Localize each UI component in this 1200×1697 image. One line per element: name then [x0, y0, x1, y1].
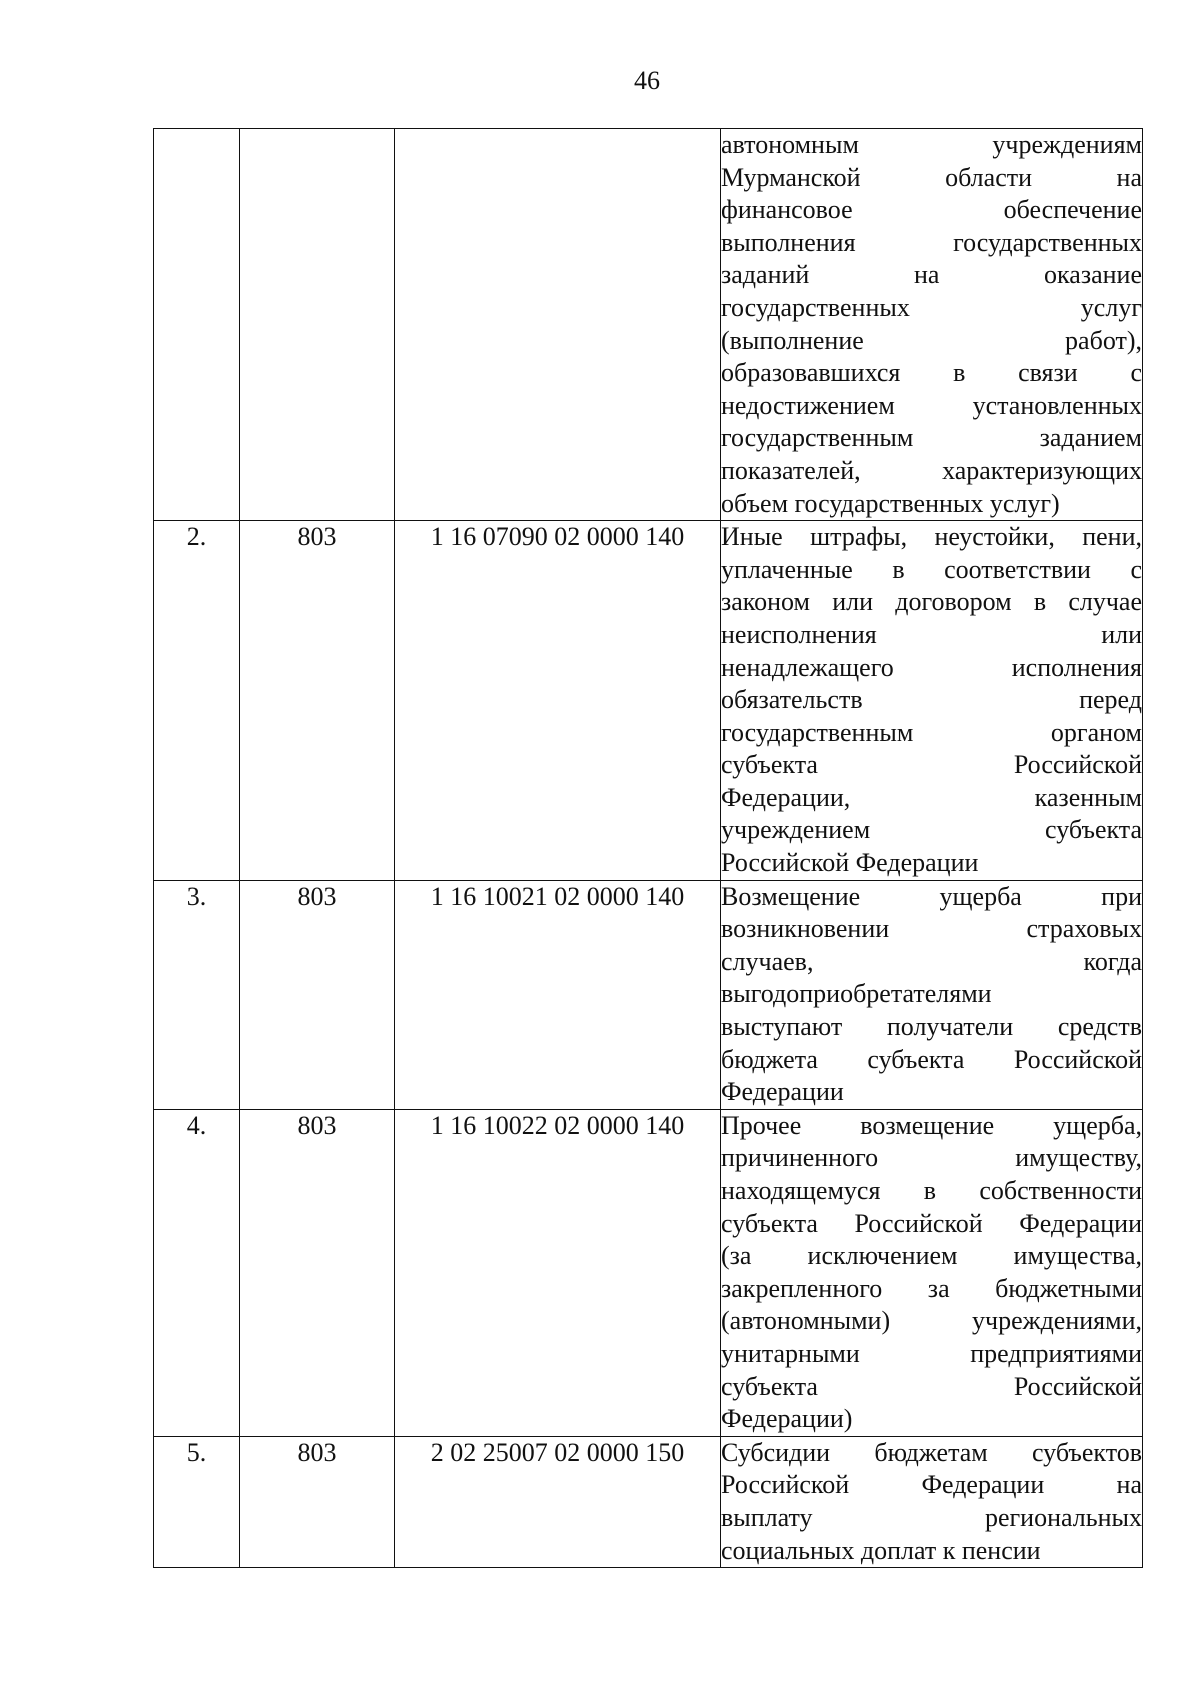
revenue-name-line: (автономными) учреждениями, [721, 1306, 1142, 1336]
revenue-name-line: (за исключением имущества, [721, 1241, 1142, 1271]
row-number-cell [154, 129, 240, 521]
revenue-name-cell [721, 1109, 1143, 1436]
revenue-name-line: показателей, характеризующих [721, 455, 1142, 485]
administrator-code-cell: 803 [240, 521, 395, 881]
revenue-name-line: (выполнение работ), [721, 325, 1142, 355]
revenue-name-line: бюджета субъекта Российской [721, 1044, 1142, 1074]
table-row [154, 880, 1143, 1109]
revenue-name-line: Прочее возмещение ущерба, [721, 1110, 1142, 1140]
budget-classification-code-cell: 1 16 10022 02 0000 140 [395, 1109, 721, 1436]
revenue-name-cell [721, 880, 1143, 1109]
page-number: 46 [634, 66, 660, 95]
administrator-code-cell: 803 [240, 1109, 395, 1436]
revenue-name-line: выгодоприобретателями [721, 979, 992, 1009]
revenue-name-line: государственным органом [721, 717, 1142, 747]
revenue-name-line: Федерации [721, 1077, 844, 1107]
budget-revenue-table [153, 128, 1143, 1568]
revenue-name-line: Субсидии бюджетам субъектов [721, 1437, 1142, 1467]
revenue-name-line: находящемуся в собственности [721, 1176, 1142, 1205]
revenue-name-line: субъекта Российской [721, 750, 1142, 780]
revenue-name-line: Возмещение ущерба при [721, 881, 1142, 911]
revenue-name-line: возникновении страховых [721, 914, 1142, 944]
table-row [154, 521, 1143, 881]
revenue-name-cell [721, 129, 1143, 521]
revenue-name-line: выплату региональных [721, 1502, 1142, 1532]
revenue-name-cell [721, 1436, 1143, 1567]
revenue-name-line: выступают получатели средств [721, 1012, 1142, 1042]
administrator-code-cell [240, 129, 395, 521]
table-row [154, 1109, 1143, 1436]
revenue-name-line: обязательств перед [721, 685, 1142, 715]
revenue-name-line: случаев, когда [721, 946, 1142, 976]
revenue-name-line: неисполнения или [721, 619, 1142, 649]
budget-classification-code-cell: 1 16 07090 02 0000 140 [395, 521, 721, 881]
budget-classification-code-cell: 2 02 25007 02 0000 150 [395, 1436, 721, 1567]
revenue-name-line: образовавшихся в связи с [721, 358, 1142, 388]
revenue-name-line: уплаченные в соответствии с [721, 554, 1142, 584]
row-number-cell: 5. [154, 1436, 240, 1567]
revenue-name-line: Федерации, казенным [721, 782, 1142, 812]
revenue-name-line: выполнения государственных [721, 227, 1142, 257]
revenue-name-line: Российской Федерации на [721, 1470, 1142, 1500]
revenue-name-line: социальных доплат к пенсии [721, 1535, 1041, 1565]
revenue-name-line: закрепленного за бюджетными [721, 1273, 1142, 1303]
revenue-name-line: субъекта Российской Федерации [721, 1208, 1142, 1238]
revenue-name-line: унитарными предприятиями [721, 1338, 1142, 1368]
administrator-code-cell: 803 [240, 880, 395, 1109]
row-number-cell: 2. [154, 521, 240, 881]
revenue-name-line: учреждением субъекта [721, 815, 1142, 845]
revenue-name-line: финансовое обеспечение [721, 195, 1142, 225]
revenue-name-line: субъекта Российской [721, 1371, 1142, 1401]
revenue-name-line: законом или договором в случае [721, 587, 1142, 617]
revenue-name-line: недостижением установленных [721, 390, 1142, 420]
revenue-name-line: Федерации) [721, 1404, 853, 1434]
revenue-name-line: причиненного имуществу, [721, 1143, 1142, 1173]
revenue-name-line: Иные штрафы, неустойки, пени, [721, 522, 1142, 552]
revenue-name-line: ненадлежащего исполнения [721, 652, 1142, 682]
administrator-code-cell: 803 [240, 1436, 395, 1567]
revenue-name-line: объем государственных услуг) [721, 488, 1060, 518]
revenue-name-line: государственным заданием [721, 423, 1142, 453]
table-row [154, 129, 1143, 521]
revenue-name-line: автономным учреждениям [721, 130, 1142, 159]
revenue-name-line: Мурманской области на [721, 162, 1142, 192]
revenue-name-cell [721, 521, 1143, 881]
budget-classification-code-cell [395, 129, 721, 521]
table-body [154, 129, 1143, 1568]
revenue-name-line: заданий на оказание [721, 260, 1142, 290]
row-number-cell: 3. [154, 880, 240, 1109]
revenue-name-line: Российской Федерации [721, 848, 979, 878]
budget-classification-code-cell: 1 16 10021 02 0000 140 [395, 880, 721, 1109]
table-row [154, 1436, 1143, 1567]
revenue-name-line: государственных услуг [721, 292, 1142, 322]
row-number-cell: 4. [154, 1109, 240, 1436]
